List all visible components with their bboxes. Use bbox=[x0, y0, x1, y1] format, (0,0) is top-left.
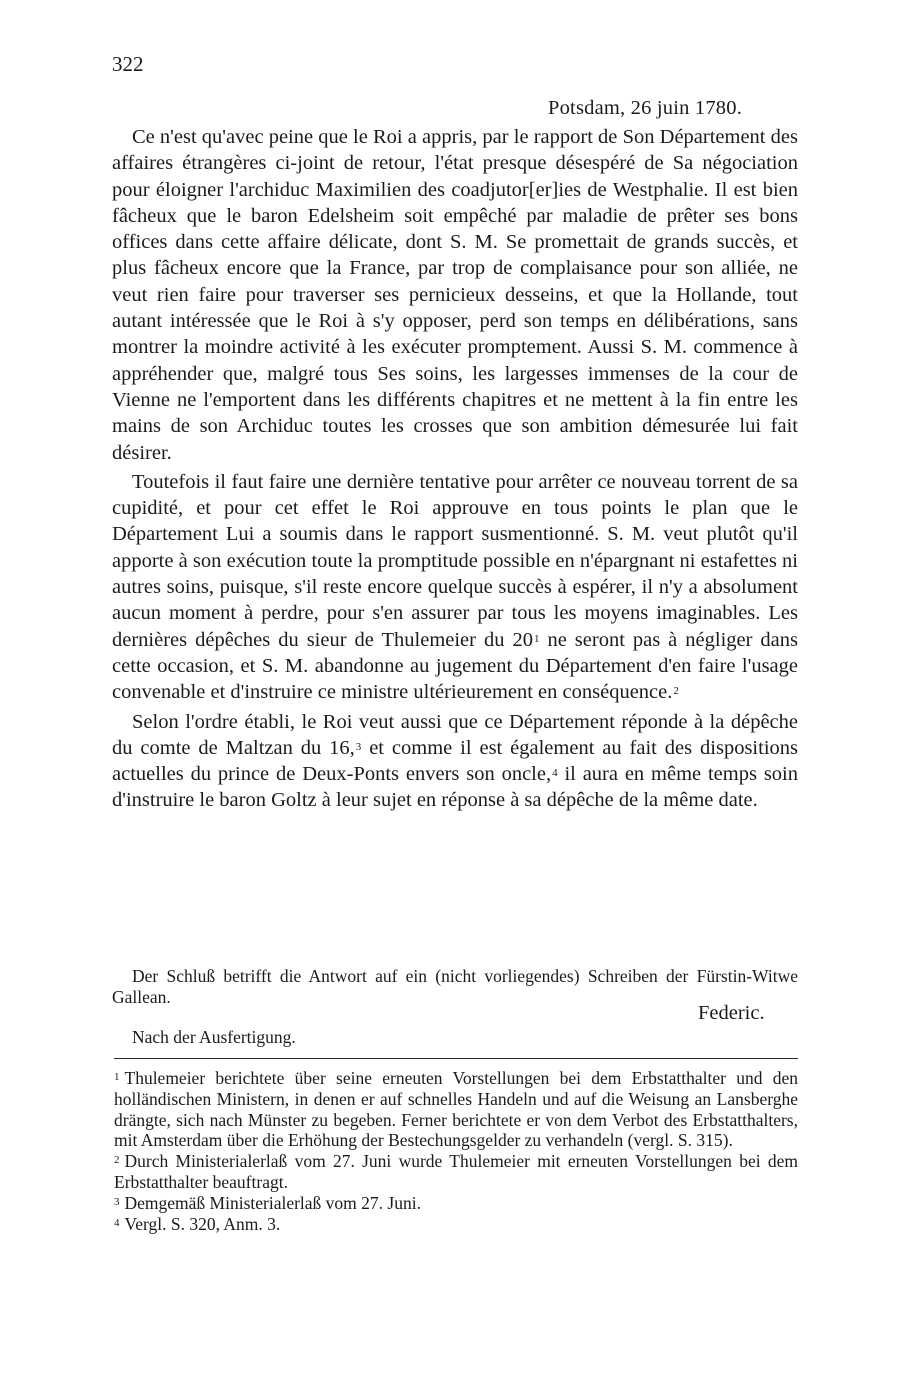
footnote-1 bbox=[114, 1068, 798, 1151]
letter-paragraph-3-part-b: et comme il est également au fait des dispositions actuelles du prince de Deux-Ponts envers son oncle, bbox=[112, 736, 798, 786]
letter-paragraph-3-part-c: il aura en même temps soin d'instruire le baron Goltz à leur sujet en réponse à sa dépêche de la même date. bbox=[112, 763, 798, 812]
letter-paragraph-2-part-a: Toutefois il faut faire une dernière tentative pour arrêter ce nouveau torrent de sa cupidité, et pour cet effet le Roi approuve en tous points le plan que le Département Lui a soumis dans le rapport susmentionné. S. M. veut plutôt qu'il apporte à son exécution toute la promptitude possible en n'épargnant ni estafettes ni autres soins, puisque, s'il reste encore quelque succès à espérer, il n'y a absolument aucun moment à perdre, pour s'en assurer par tous les moyens imaginables. Les dernières dépêches du sieur de Thulemeier du 20 bbox=[112, 470, 798, 651]
footnote-mark: 4 bbox=[114, 1216, 120, 1229]
letter-paragraph-1: Ce n'est qu'avec peine que le Roi a appris, par le rapport de Son Département des affaires étrangères ci-joint de retour, l'état presque désespéré de Sa négociation pour éloigner l'archiduc Maximilien des coadjutor[er]ies de Westphalie. Il est bien fâcheux que le baron Edelsheim soit empêché par maladie de prêter ses bons offices dans cette affaire délicate, dont S. M. Se promettait de grands succès, et plus fâcheux encore que la France, par trop de complaisance pour son alliée, ne veut rien faire pour traverser ses pernicieux desseins, et que la Hollande, tout autant intéressée que le Roi à s'y opposer, perd son temps en délibérations, sans montrer la moindre activité à les exécuter promptement. Aussi S. M. commence à appréhender que, malgré tous Ses soins, les largesses immenses de la cour de Vienne ne l'emportent dans les différents chapitres et ne mettent à la fin entre les mains de son Archiduc toutes les crosses que son ambition démesurée lui fait désirer. bbox=[112, 126, 798, 464]
footnote-ref-3: 3 bbox=[355, 740, 362, 753]
footnote-ref-2: 2 bbox=[673, 685, 679, 698]
source-note: Nach der Ausfertigung. bbox=[132, 1027, 296, 1047]
letter-paragraph-2-part-b: ne seront pas à négliger dans cette occasion, et S. M. abandonne au jugement du Département d'en faire l'usage convenable et d'instruire ce ministre ultérieurement en conséquence. bbox=[112, 628, 798, 704]
letter-paragraph-3-part-a: Selon l'ordre établi, le Roi veut aussi que ce Département réponde à la dépêche du comte de Maltzan du 16, bbox=[112, 710, 798, 759]
letter-body bbox=[112, 124, 798, 817]
footnote-text: Vergl. S. 320, Anm. 3. bbox=[124, 1213, 281, 1234]
footnote-mark: 1 bbox=[114, 1071, 120, 1083]
footnote-divider bbox=[114, 1058, 798, 1059]
footnote-4 bbox=[114, 1214, 798, 1235]
footnote-3 bbox=[114, 1193, 798, 1214]
footnote-mark: 2 bbox=[114, 1154, 120, 1167]
footnote-2 bbox=[114, 1151, 798, 1193]
dateline: Potsdam, 26 juin 1780. bbox=[548, 97, 743, 119]
letter-paragraph-2 bbox=[112, 469, 798, 706]
signature: Federic. bbox=[698, 1002, 765, 1024]
editorial-note: Der Schluß betrifft die Antwort auf ein (nicht vorliegendes) Schreiben der Fürstin-Witwe Gallean. bbox=[112, 966, 798, 1007]
page-number: 322 bbox=[112, 52, 144, 76]
footnote-text: Durch Ministerialerlaß vom 27. Juni wurde Thulemeier mit erneuten Vorstellungen bei dem Erbstatthalter beauftragt. bbox=[114, 1151, 798, 1192]
footnote-text: Demgemäß Ministerialerlaß vom 27. Juni. bbox=[124, 1192, 421, 1213]
footnote-text: Thulemeier berichtete über seine erneuten Vorstellungen bei dem Erbstatthalter und den holländischen Ministern, in denen er auf schnelles Handeln und auf die Weisung an Lansberghe drängte, sich nach Münster zu begeben. Ferner berichtete er von dem Verbot des Erbstatthalters, mit Amsterdam über die Erhöhung der Bestechungsgelder zu verhandeln (vergl. S. 315). bbox=[114, 1068, 798, 1151]
footnote-ref-4: 4 bbox=[552, 767, 558, 780]
footnotes bbox=[114, 1068, 798, 1234]
footnote-mark: 3 bbox=[114, 1195, 120, 1208]
footnote-ref-1: 1 bbox=[533, 632, 540, 645]
letter-paragraph-3 bbox=[112, 709, 798, 814]
